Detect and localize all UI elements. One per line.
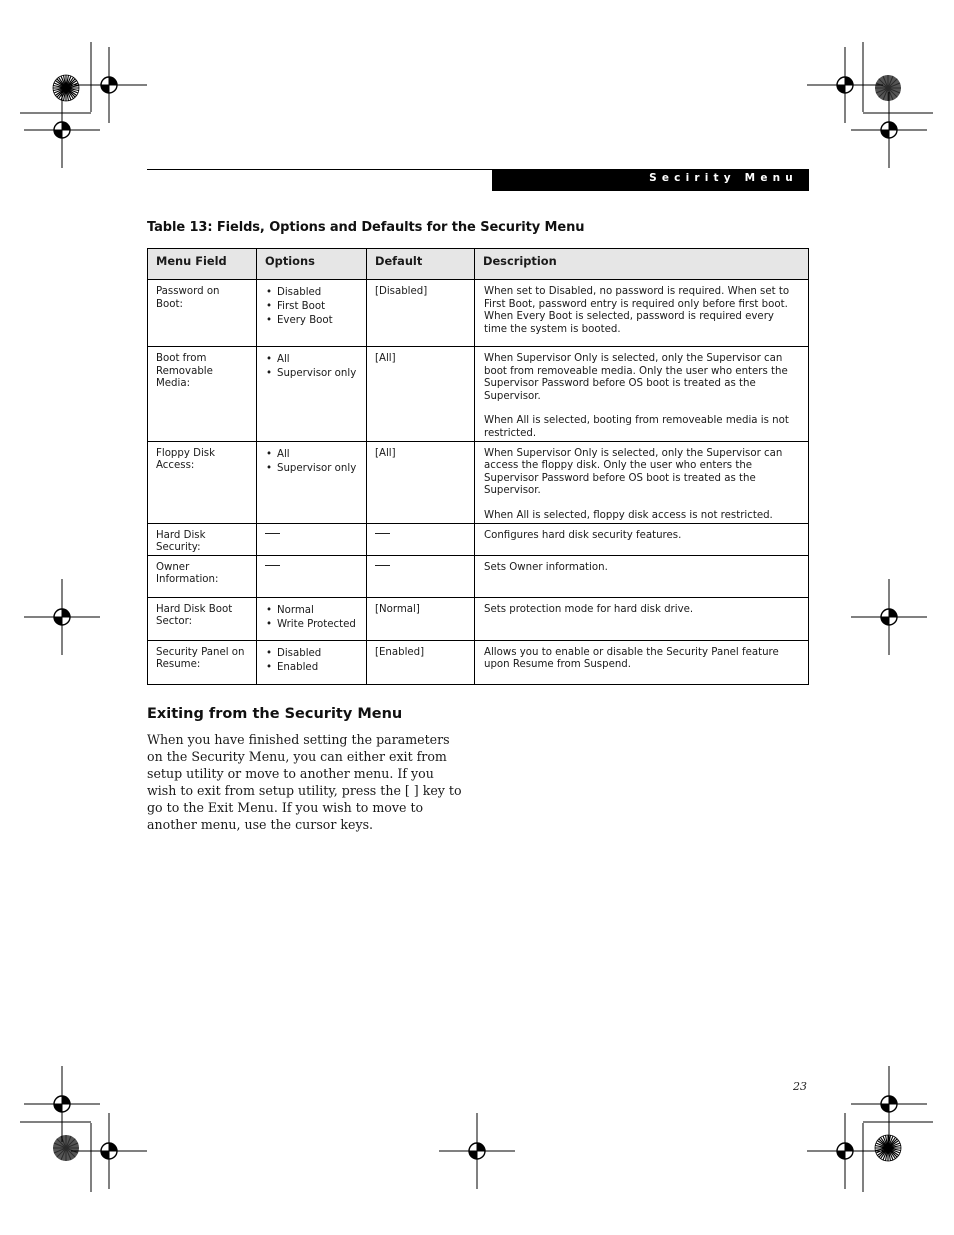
menu-field-cell: Hard Disk Security:: [148, 523, 257, 555]
description-text: Allows you to enable or disable the Security Panel feature upon Resume from Suspend.: [484, 646, 779, 671]
menu-field-cell: Password on Boot:: [148, 280, 257, 347]
menu-field-cell: Security Panel on Resume:: [148, 640, 257, 684]
table-row: [148, 640, 809, 684]
option-item: • Write Protected: [265, 618, 358, 632]
column-header-default: Default: [367, 249, 475, 280]
page-number: 23: [793, 1080, 807, 1093]
options-cell: [257, 347, 367, 442]
option-item: • Every Boot: [265, 314, 358, 328]
default-cell: [367, 523, 475, 555]
running-header-title: Secirity Menu: [649, 172, 798, 184]
menu-field-cell: Hard Disk Boot Sector:: [148, 597, 257, 640]
default-cell: [Normal]: [367, 597, 475, 640]
options-cell: [257, 640, 367, 684]
option-item: • Enabled: [265, 661, 358, 675]
options-cell: [257, 280, 367, 347]
column-header-menu-field: Menu Field: [148, 249, 257, 280]
description-cell: [475, 597, 809, 640]
default-cell: [367, 555, 475, 597]
default-cell: [Disabled]: [367, 280, 475, 347]
column-header-options: Options: [257, 249, 367, 280]
column-header-description: Description: [475, 249, 809, 280]
empty-dash: [375, 533, 390, 534]
description-text: When All is selected, floppy disk access is not restricted.: [484, 509, 773, 521]
table-row: [148, 347, 809, 442]
description-text: When set to Disabled, no password is required. When set to First Boot, password entry is required only before first boot. When Every Boot is selected, password is required every time the system is booted.: [484, 286, 790, 335]
description-text: Configures hard disk security features.: [484, 529, 682, 541]
options-cell: [257, 555, 367, 597]
empty-dash: [265, 533, 280, 534]
table-caption: Table 13: Fields, Options and Defaults for the Security Menu: [147, 220, 585, 235]
description-text: Sets Owner information.: [484, 561, 608, 573]
table-row: [148, 441, 809, 523]
option-item: • Supervisor only: [265, 462, 358, 476]
table-header-row: [148, 249, 809, 280]
menu-field-cell: Owner Information:: [148, 555, 257, 597]
menu-field-cell: Floppy Disk Access:: [148, 441, 257, 523]
option-item: • All: [265, 448, 358, 462]
description-text: When Supervisor Only is selected, only the Supervisor can access the floppy disk. Only the user who enters the Supervisor Password before OS boot is treated as the Supervisor.: [484, 447, 783, 497]
description-cell: [475, 441, 809, 523]
option-item: • All: [265, 353, 358, 367]
options-cell: [257, 441, 367, 523]
empty-dash: [265, 565, 280, 566]
option-item: • Supervisor only: [265, 367, 358, 381]
empty-dash: [375, 565, 390, 566]
option-item: • Disabled: [265, 647, 358, 661]
menu-field-cell: Boot from Removable Media:: [148, 347, 257, 442]
description-cell: [475, 347, 809, 442]
table-row: [148, 597, 809, 640]
default-cell: [All]: [367, 441, 475, 523]
default-cell: [All]: [367, 347, 475, 442]
option-item: • First Boot: [265, 300, 358, 314]
description-text: When Supervisor Only is selected, only the Supervisor can boot from removeable media. Only the user who enters the Supervisor Password before OS boot is treated as the Supervisor.: [484, 353, 788, 402]
option-item: • Normal: [265, 604, 358, 618]
table-row: [148, 523, 809, 555]
description-cell: [475, 640, 809, 684]
option-item: • Disabled: [265, 286, 358, 300]
options-cell: [257, 597, 367, 640]
security-menu-table: [147, 248, 809, 685]
description-cell: [475, 555, 809, 597]
section-heading: Exiting from the Security Menu: [147, 706, 403, 722]
table-row: [148, 555, 809, 597]
default-cell: [Enabled]: [367, 640, 475, 684]
table-row: [148, 280, 809, 347]
description-cell: [475, 523, 809, 555]
description-text: When All is selected, booting from removeable media is not restricted.: [484, 415, 789, 439]
options-cell: [257, 523, 367, 555]
description-cell: [475, 280, 809, 347]
description-text: Sets protection mode for hard disk drive.: [484, 603, 694, 615]
body-paragraph: When you have finished setting the parameters on the Security Menu, you can either exit from setup utility or move to another menu. If you wish to exit from setup utility, press the [ ] key to go to the Exit Menu. If you wish to move to another menu, use the cursor keys.: [147, 732, 462, 832]
